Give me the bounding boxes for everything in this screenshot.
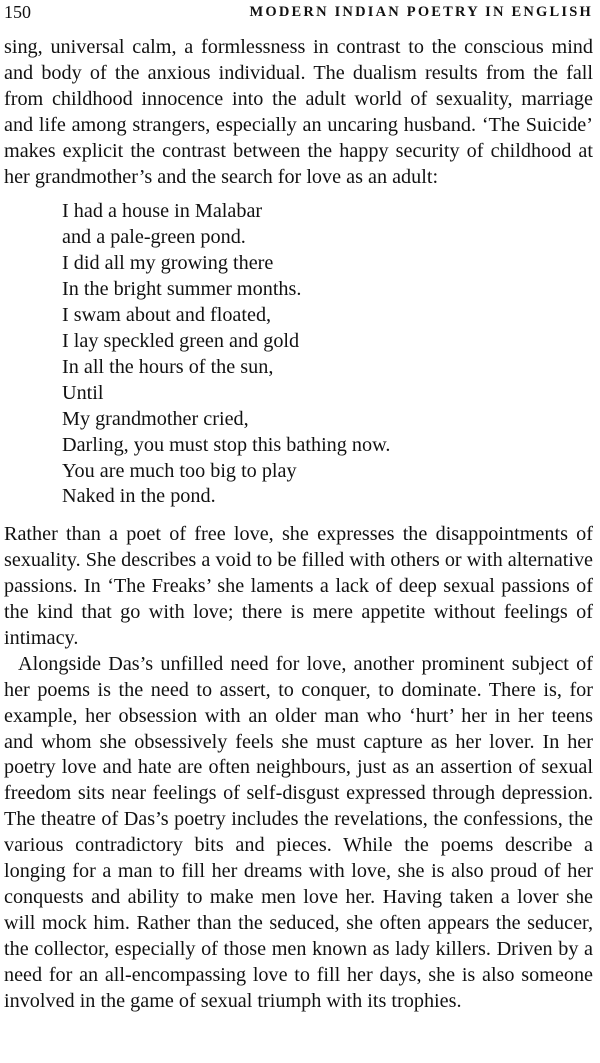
- poem-line: I had a house in Malabar: [62, 200, 263, 223]
- poem-line: You are much too big to play: [62, 459, 297, 482]
- poem-line: I did all my growing there: [62, 252, 274, 275]
- poem-line: My grandmother cried,: [62, 407, 249, 430]
- poem-line: Until: [62, 381, 104, 404]
- page-number: 150: [4, 2, 31, 22]
- poem-line: and a pale-green pond.: [62, 226, 246, 249]
- poem-quotation: [62, 199, 593, 510]
- poem-line: I swam about and floated,: [62, 304, 272, 327]
- poem-line: In the bright summer months.: [62, 278, 302, 301]
- running-head: [4, 2, 593, 26]
- poem-line: Darling, you must stop this bathing now.: [62, 433, 391, 456]
- running-head-title: MODERN INDIAN POETRY IN ENGLISH: [249, 4, 593, 20]
- poem-line: I lay speckled green and gold: [62, 329, 300, 352]
- paragraph-2: Rather than a poet of free love, she expresses the disappointments of sexuality. She describes a void to be filled with others or with alternative passions. In ‘The Freaks’ she laments a lack of deep sexual passions of the kind that go with love; there is mere appetite without feelings of intimacy.: [4, 523, 593, 649]
- body-text: [4, 35, 593, 1015]
- poem-line: In all the hours of the sun,: [62, 355, 274, 378]
- poem-line: Naked in the pond.: [62, 485, 216, 508]
- paragraph-1: sing, universal calm, a formlessness in contrast to the conscious mind and body of the anxious individual. The dualism results from the fall from childhood innocence into the adult world of sexuality, marriage and life among strangers, especially an uncaring husband. ‘The Suicide’ makes explicit the contrast between the happy security of childhood at her grandmother’s and the search for love as an adult:: [4, 36, 593, 188]
- paragraph-3: Alongside Das’s unfilled need for love, another prominent subject of her poems is the need to assert, to conquer, to dominate. There is, for example, her obsession with an older man who ‘hurt’ her in her teens and whom she obsessively feels she must capture as her lover. In her poetry love and hate are often neighbours, just as an assertion of sexual freedom sits near feelings of self-disgust expressed through depression. The theatre of Das’s poetry includes the revelations, the confessions, the various contradictory bits and pieces. While the poems describe a longing for a man to fill her dreams with love, she is also proud of her conquests and ability to make men love her. Having taken a lover she will mock him. Rather than the seduced, she often appears the seducer, the collector, especially of those men known as lady killers. Driven by a need for an all-encompassing love to fill her days, she is also someone involved in the game of sexual triumph with its trophies.: [4, 652, 593, 1012]
